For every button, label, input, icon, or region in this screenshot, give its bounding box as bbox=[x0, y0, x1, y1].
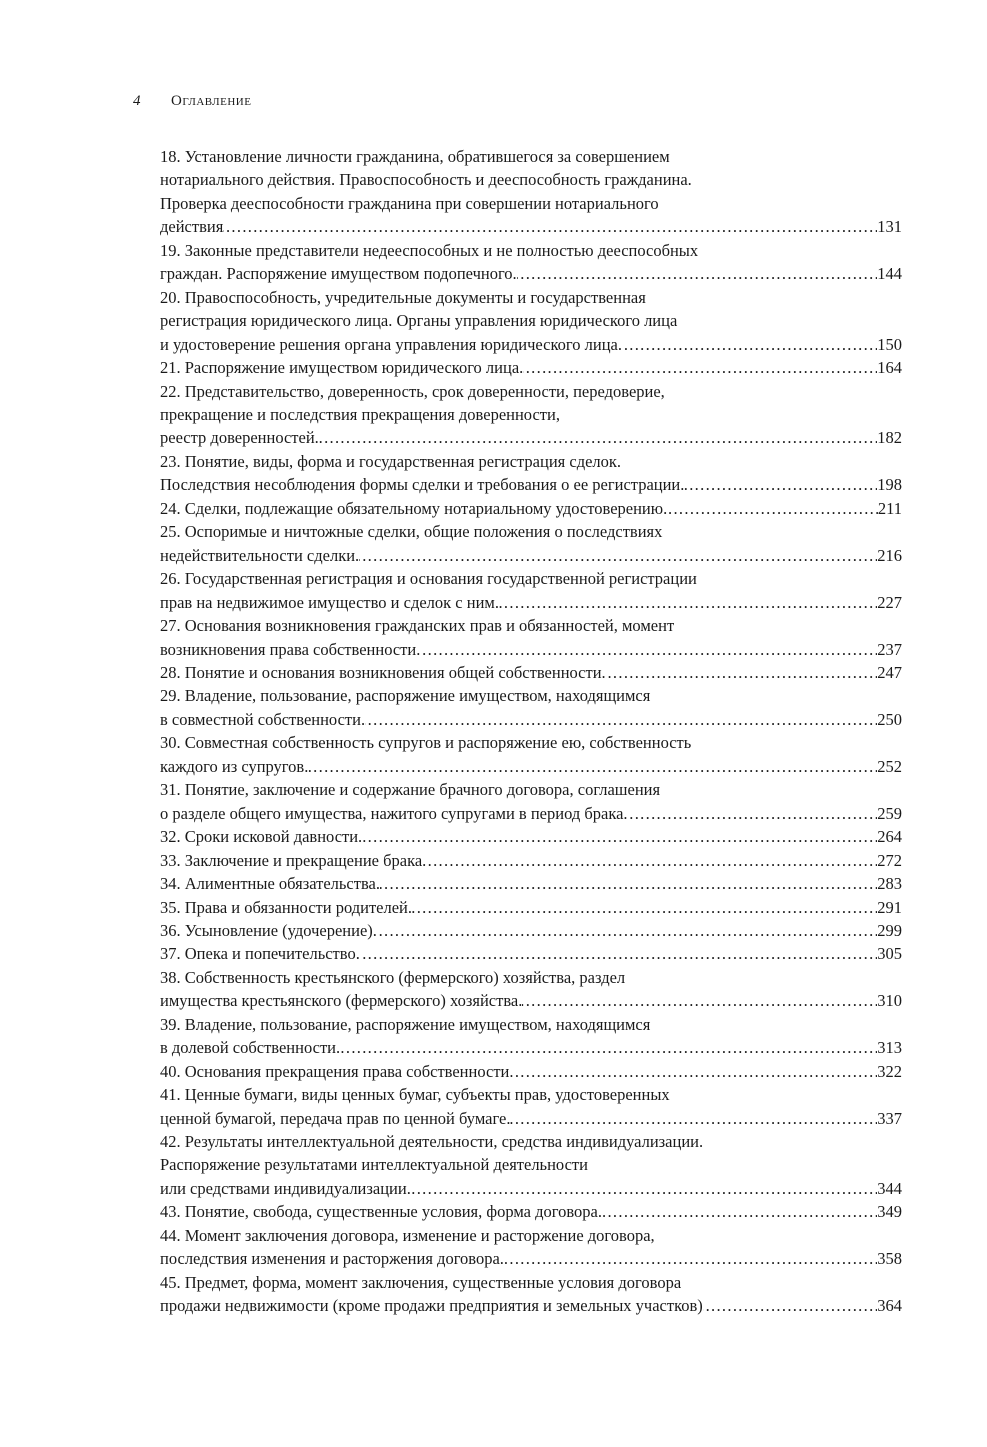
toc-entry-text: 25. Оспоримые и ничтожные сделки, общие положения о последствиях bbox=[160, 522, 663, 542]
dot-leader bbox=[510, 1107, 877, 1130]
toc-page-number: 264 bbox=[877, 827, 902, 847]
toc-entry-last-line bbox=[160, 497, 902, 520]
dot-leader bbox=[622, 333, 877, 356]
toc-entry-text: 21. Распоряжение имуществом юридического лица. bbox=[160, 358, 524, 378]
toc-entry-line bbox=[160, 1013, 902, 1036]
dot-leader bbox=[628, 802, 878, 825]
toc-page-number: 216 bbox=[877, 545, 902, 565]
toc-page-number: 364 bbox=[877, 1296, 902, 1316]
toc-entry-text: и удостоверение решения органа управления юридического лица. bbox=[160, 334, 622, 354]
dot-leader bbox=[308, 755, 877, 778]
toc-entry[interactable] bbox=[160, 1013, 902, 1060]
toc-page-number: 182 bbox=[877, 428, 902, 448]
toc-entry-text: Распоряжение результатами интеллектуальной деятельности bbox=[160, 1155, 588, 1175]
toc-entry-last-line bbox=[160, 708, 902, 731]
toc-entry-last-line bbox=[160, 872, 902, 895]
toc-entry-last-line bbox=[160, 638, 902, 661]
toc-entry-last-line bbox=[160, 591, 902, 614]
toc-page-number: 227 bbox=[877, 592, 902, 612]
toc-entry-text: 42. Результаты интеллектуальной деятельности, средства индивидуализации. bbox=[160, 1132, 704, 1152]
toc-entry-last-line bbox=[160, 1177, 902, 1200]
toc-page-number: 259 bbox=[877, 803, 902, 823]
toc-entry-last-line bbox=[160, 1036, 902, 1059]
toc-entry-text: 20. Правоспособность, учредительные документы и государственная bbox=[160, 287, 646, 307]
toc-entry-line bbox=[160, 168, 902, 191]
toc-entry-line bbox=[160, 1130, 902, 1153]
toc-page-number: 164 bbox=[877, 358, 902, 378]
toc-entry-text: прекращение и последствия прекращения доверенности, bbox=[160, 404, 560, 424]
toc-entry-line bbox=[160, 450, 902, 473]
toc-entry[interactable] bbox=[160, 1060, 902, 1083]
toc-entry-last-line bbox=[160, 473, 902, 496]
toc-entry-text: продажи недвижимости (кроме продажи предприятия и земельных участков) bbox=[160, 1296, 703, 1316]
dot-leader bbox=[426, 849, 877, 872]
toc-entry-text: 35. Права и обязанности родителей. bbox=[160, 897, 412, 917]
toc-entry-last-line bbox=[160, 661, 902, 684]
dot-leader bbox=[703, 1294, 877, 1317]
toc-entry[interactable] bbox=[160, 966, 902, 1013]
toc-entry-last-line bbox=[160, 896, 902, 919]
toc-entry-text: 27. Основания возникновения гражданских прав и обязанностей, момент bbox=[160, 616, 675, 636]
toc-entry-text: 28. Понятие и основания возникновения общей собственности. bbox=[160, 662, 606, 682]
toc-entry-line bbox=[160, 778, 902, 801]
toc-entry-text: 41. Ценные бумаги, виды ценных бумаг, субъекты прав, удостоверенных bbox=[160, 1085, 670, 1105]
dot-leader bbox=[340, 1036, 877, 1059]
toc-entry-text: каждого из супругов. bbox=[160, 756, 309, 776]
toc-entry-text: 37. Опека и попечительство. bbox=[160, 944, 360, 964]
toc-entry-last-line bbox=[160, 333, 902, 356]
toc-page-number: 349 bbox=[877, 1202, 902, 1222]
toc-entry-text: 19. Законные представители недееспособных и не полностью дееспособных bbox=[160, 240, 699, 260]
dot-leader bbox=[380, 872, 877, 895]
dot-leader bbox=[606, 661, 878, 684]
dot-leader bbox=[377, 919, 877, 942]
toc-page-number: 299 bbox=[877, 920, 902, 940]
toc-entry-line bbox=[160, 567, 902, 590]
dot-leader bbox=[602, 1200, 877, 1223]
toc-entry-line bbox=[160, 403, 902, 426]
toc-entry-line bbox=[160, 1224, 902, 1247]
toc-entry-text: 38. Собственность крестьянского (фермерского) хозяйства, раздел bbox=[160, 967, 626, 987]
toc-page-number: 344 bbox=[877, 1178, 902, 1198]
dot-leader bbox=[667, 497, 878, 520]
dot-leader bbox=[514, 1060, 878, 1083]
toc-entry-text: 33. Заключение и прекращение брака. bbox=[160, 850, 427, 870]
toc-entry[interactable] bbox=[160, 778, 902, 825]
toc-entry-line bbox=[160, 1153, 902, 1176]
toc-page-number: 337 bbox=[877, 1108, 902, 1128]
toc-page-number: 247 bbox=[877, 662, 902, 682]
toc-entry-text: 43. Понятие, свобода, существенные условия, форма договора. bbox=[160, 1202, 602, 1222]
toc-entry-last-line bbox=[160, 919, 902, 942]
toc-entry-last-line bbox=[160, 544, 902, 567]
toc-entry-text: действия bbox=[160, 217, 224, 237]
dot-leader bbox=[499, 591, 877, 614]
toc-entry[interactable] bbox=[160, 520, 902, 567]
toc-entry-text: регистрация юридического лица. Органы управления юридического лица bbox=[160, 311, 678, 331]
toc-entry-last-line bbox=[160, 262, 902, 285]
toc-entry-text: недействительности сделки. bbox=[160, 545, 360, 565]
dot-leader bbox=[517, 262, 878, 285]
toc-page-number: 283 bbox=[877, 874, 902, 894]
toc-entry-last-line bbox=[160, 942, 902, 965]
toc-entry-line bbox=[160, 192, 902, 215]
toc-entry[interactable] bbox=[160, 849, 902, 872]
toc-entry-line bbox=[160, 145, 902, 168]
table-of-contents bbox=[160, 145, 902, 1318]
toc-entry[interactable] bbox=[160, 1200, 902, 1223]
toc-page-number: 252 bbox=[877, 756, 902, 776]
toc-entry[interactable] bbox=[160, 942, 902, 965]
toc-entry-line bbox=[160, 731, 902, 754]
toc-entry-last-line bbox=[160, 825, 902, 848]
toc-page-number: 150 bbox=[877, 334, 902, 354]
toc-entry-text: в долевой собственности. bbox=[160, 1038, 341, 1058]
toc-entry-text: 22. Представительство, доверенность, срок доверенности, передоверие, bbox=[160, 381, 665, 401]
toc-entry-text: имущества крестьянского (фермерского) хозяйства. bbox=[160, 991, 523, 1011]
toc-entry-text: 36. Усыновление (удочерение). bbox=[160, 920, 377, 940]
toc-page-number: 291 bbox=[877, 897, 902, 917]
toc-entry[interactable] bbox=[160, 1271, 902, 1318]
toc-entry-last-line bbox=[160, 1247, 902, 1270]
toc-entry-last-line bbox=[160, 215, 902, 238]
dot-leader bbox=[365, 708, 877, 731]
toc-page-number: 211 bbox=[877, 498, 902, 518]
toc-entry-text: возникновения права собственности. bbox=[160, 639, 421, 659]
dot-leader bbox=[359, 544, 877, 567]
toc-entry[interactable] bbox=[160, 567, 902, 614]
dot-leader bbox=[412, 896, 877, 919]
page-number: 4 bbox=[133, 93, 141, 109]
toc-entry-line bbox=[160, 1083, 902, 1106]
toc-entry[interactable] bbox=[160, 731, 902, 778]
dot-leader bbox=[523, 356, 877, 379]
toc-entry[interactable] bbox=[160, 1083, 902, 1130]
toc-entry[interactable] bbox=[160, 896, 902, 919]
toc-entry-last-line bbox=[160, 1060, 902, 1083]
toc-entry-last-line bbox=[160, 1107, 902, 1130]
toc-page-number: 358 bbox=[877, 1249, 902, 1269]
toc-entry-text: или средствами индивидуализации. bbox=[160, 1178, 411, 1198]
toc-entry[interactable] bbox=[160, 380, 902, 450]
toc-entry-text: 18. Установление личности гражданина, обратившегося за совершением bbox=[160, 147, 670, 166]
toc-entry-line bbox=[160, 286, 902, 309]
toc-entry-text: 24. Сделки, подлежащие обязательному нотариальному удостоверению. bbox=[160, 498, 668, 518]
running-head bbox=[133, 91, 251, 111]
dot-leader bbox=[362, 825, 877, 848]
toc-entry-text: Проверка дееспособности гражданина при совершении нотариального bbox=[160, 193, 659, 213]
toc-entry-last-line bbox=[160, 755, 902, 778]
toc-page-number: 131 bbox=[877, 217, 902, 237]
toc-page-number: 144 bbox=[877, 264, 902, 284]
toc-page-number: 198 bbox=[877, 475, 902, 495]
toc-entry[interactable] bbox=[160, 614, 902, 661]
toc-entry-text: 44. Момент заключения договора, изменение и расторжение договора, bbox=[160, 1225, 655, 1245]
toc-entry-last-line bbox=[160, 426, 902, 449]
dot-leader bbox=[684, 473, 877, 496]
toc-entry-text: 39. Владение, пользование, распоряжение имуществом, находящимся bbox=[160, 1014, 651, 1034]
toc-entry[interactable] bbox=[160, 356, 902, 379]
toc-entry[interactable] bbox=[160, 239, 902, 286]
toc-entry-line bbox=[160, 380, 902, 403]
toc-entry-line bbox=[160, 966, 902, 989]
toc-entry-line bbox=[160, 1271, 902, 1294]
toc-entry-line bbox=[160, 239, 902, 262]
toc-entry-line bbox=[160, 614, 902, 637]
toc-page-number: 250 bbox=[877, 709, 902, 729]
dot-leader bbox=[522, 989, 877, 1012]
toc-entry-text: ценной бумагой, передача прав по ценной бумаге. bbox=[160, 1108, 511, 1128]
toc-entry-line bbox=[160, 309, 902, 332]
toc-entry[interactable] bbox=[160, 1224, 902, 1271]
toc-entry-last-line bbox=[160, 802, 902, 825]
toc-entry-line bbox=[160, 684, 902, 707]
toc-entry[interactable] bbox=[160, 825, 902, 848]
toc-entry-last-line bbox=[160, 1200, 902, 1223]
toc-entry-text: реестр доверенностей. bbox=[160, 428, 319, 448]
toc-entry-text: Последствия несоблюдения формы сделки и требования о ее регистрации. bbox=[160, 475, 685, 495]
toc-entry[interactable] bbox=[160, 684, 902, 731]
toc-entry-last-line bbox=[160, 356, 902, 379]
toc-entry-text: 26. Государственная регистрация и основания государственной регистрации bbox=[160, 569, 697, 589]
toc-entry[interactable] bbox=[160, 872, 902, 895]
dot-leader bbox=[504, 1247, 877, 1270]
toc-entry[interactable] bbox=[160, 661, 902, 684]
toc-entry[interactable] bbox=[160, 497, 902, 520]
toc-entry-text: нотариального действия. Правоспособность и дееспособность гражданина. bbox=[160, 170, 692, 190]
toc-entry[interactable] bbox=[160, 1130, 902, 1200]
toc-page-number: 310 bbox=[877, 991, 902, 1011]
dot-leader bbox=[411, 1177, 877, 1200]
toc-page-number: 272 bbox=[877, 850, 902, 870]
dot-leader bbox=[420, 638, 877, 661]
toc-entry-text: в совместной собственности. bbox=[160, 709, 366, 729]
toc-entry-text: 32. Сроки исковой давности. bbox=[160, 827, 363, 847]
toc-entry-last-line bbox=[160, 1294, 902, 1317]
section-title: Оглавление bbox=[171, 93, 252, 109]
toc-entry[interactable] bbox=[160, 145, 902, 239]
toc-entry-text: 29. Владение, пользование, распоряжение имуществом, находящимся bbox=[160, 686, 651, 706]
dot-leader bbox=[360, 942, 877, 965]
toc-entry-text: 31. Понятие, заключение и содержание брачного договора, соглашения bbox=[160, 780, 661, 800]
toc-page-number: 305 bbox=[877, 944, 902, 964]
toc-entry-text: граждан. Распоряжение имуществом подопечного. bbox=[160, 264, 517, 284]
toc-page-number: 322 bbox=[877, 1061, 902, 1081]
toc-entry-text: 40. Основания прекращения права собственности. bbox=[160, 1061, 514, 1081]
dot-leader bbox=[319, 426, 877, 449]
toc-entry-text: последствия изменения и расторжения договора. bbox=[160, 1249, 504, 1269]
toc-entry[interactable] bbox=[160, 286, 902, 356]
toc-entry-last-line bbox=[160, 849, 902, 872]
toc-entry-last-line bbox=[160, 989, 902, 1012]
dot-leader bbox=[223, 215, 877, 238]
toc-entry-text: о разделе общего имущества, нажитого супругами в период брака. bbox=[160, 803, 628, 823]
toc-entry-text: 30. Совместная собственность супругов и распоряжение ею, собственность bbox=[160, 733, 692, 753]
toc-entry-text: прав на недвижимое имущество и сделок с ним. bbox=[160, 592, 499, 612]
toc-page-number: 313 bbox=[877, 1038, 902, 1058]
toc-entry-text: 23. Понятие, виды, форма и государственная регистрация сделок. bbox=[160, 451, 622, 471]
toc-page-number: 237 bbox=[877, 639, 902, 659]
toc-entry[interactable] bbox=[160, 919, 902, 942]
toc-entry-text: 45. Предмет, форма, момент заключения, существенные условия договора bbox=[160, 1272, 682, 1292]
toc-entry-line bbox=[160, 520, 902, 543]
toc-entry[interactable] bbox=[160, 450, 902, 497]
toc-entry-text: 34. Алиментные обязательства. bbox=[160, 874, 380, 894]
